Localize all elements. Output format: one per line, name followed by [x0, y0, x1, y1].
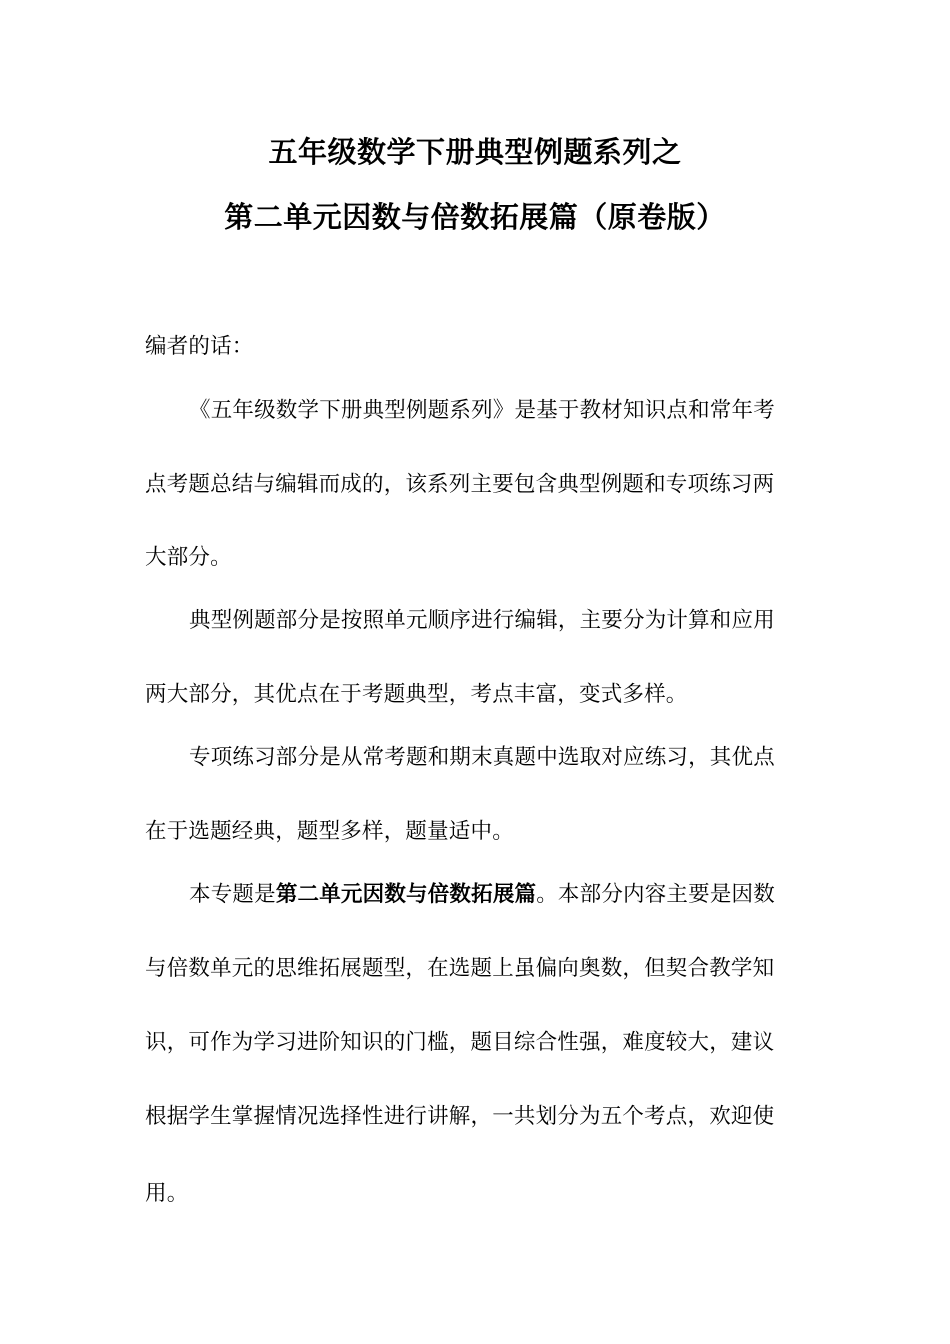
preface-paragraph-4-line-4: 根据学生掌握情况选择性进行讲解，一共划分为五个考点，欢迎使: [145, 1104, 775, 1129]
preface-paragraph-1-line-1: 《五年级数学下册典型例题系列》是基于教材知识点和常年考: [189, 398, 775, 423]
preface-heading: 编者的话：: [145, 334, 254, 359]
preface-paragraph-1-line-3: 大部分。: [145, 545, 232, 570]
preface-paragraph-3-line-2: 在于选题经典，题型多样，题量适中。: [145, 819, 514, 844]
preface-paragraph-4-line-2: 与倍数单元的思维拓展题型，在选题上虽偏向奥数，但契合教学知: [145, 956, 775, 981]
topic-description-start: 。本部分内容主要是因数: [536, 882, 775, 907]
document-title-line-1: 五年级数学下册典型例题系列之: [268, 135, 682, 169]
preface-paragraph-1-line-2: 点考题总结与编辑而成的，该系列主要包含典型例题和专项练习两: [145, 472, 775, 497]
topic-intro-text: 本专题是: [189, 882, 276, 907]
document-title-line-2: 第二单元因数与倍数拓展篇（原卷版）: [224, 200, 726, 234]
preface-paragraph-4-line-1: [189, 882, 809, 908]
preface-paragraph-4-line-5: 用。: [145, 1181, 189, 1206]
topic-name: 第二单元因数与倍数拓展篇: [275, 882, 537, 907]
preface-paragraph-2-line-1: 典型例题部分是按照单元顺序进行编辑，主要分为计算和应用: [189, 608, 775, 633]
preface-paragraph-4-line-3: 识，可作为学习进阶知识的门槛，题目综合性强，难度较大，建议: [145, 1030, 775, 1055]
preface-paragraph-3-line-1: 专项练习部分是从常考题和期末真题中选取对应练习，其优点: [189, 745, 775, 770]
preface-paragraph-2-line-2: 两大部分，其优点在于考题典型，考点丰富，变式多样。: [145, 682, 688, 707]
